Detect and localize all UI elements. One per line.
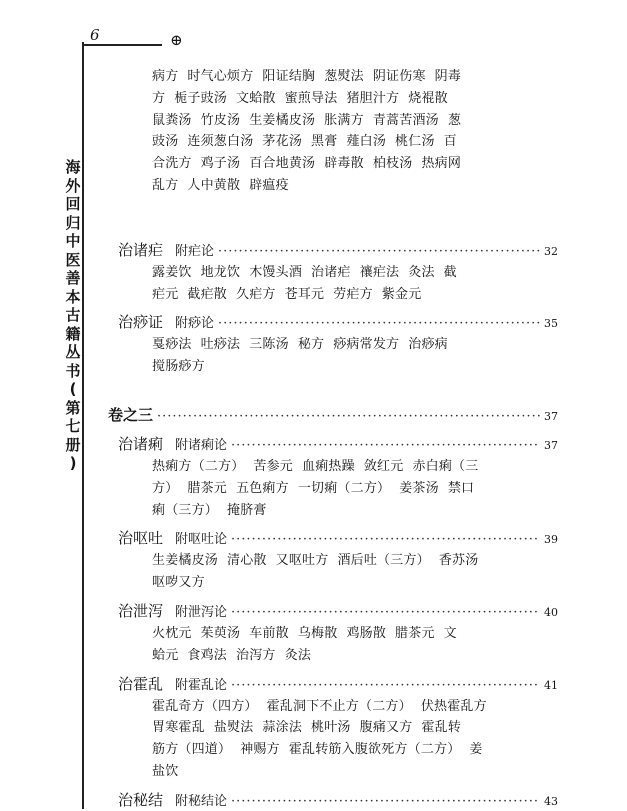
spine-char: 回	[65, 195, 81, 213]
section-page-number: 35	[544, 317, 558, 331]
toc-item: 掩脐膏	[227, 502, 267, 518]
section-heading[interactable]	[118, 433, 558, 455]
toc-item: 时气心烦方	[187, 69, 254, 84]
section-subtitle: 附秘结论	[175, 793, 228, 809]
section-heading[interactable]	[118, 239, 558, 261]
toc-item: 烧裩散	[408, 90, 448, 106]
toc-item: 痧病常发方	[333, 337, 400, 353]
section-heading[interactable]	[118, 527, 558, 549]
toc-item: 露姜饮	[152, 264, 192, 280]
toc-item: 呕哕又方	[152, 575, 205, 591]
toc-item: 百	[443, 134, 457, 150]
toc-item: 搅肠痧方	[152, 359, 205, 375]
spine-char: 医	[65, 250, 81, 269]
toc-item: 热痢方（二方）	[152, 459, 245, 474]
spine-char: )	[69, 454, 77, 472]
toc-item: 热病网	[421, 156, 462, 172]
toc-item: 病方	[152, 69, 179, 84]
leader-dots	[218, 244, 540, 259]
toc-item: 生姜橘皮汤	[152, 553, 219, 569]
toc-item: 鼠粪汤	[152, 112, 192, 128]
leader-dots	[231, 794, 540, 809]
toc-item: 盐熨法	[213, 720, 254, 736]
toc-item: 桃仁汤	[395, 134, 435, 150]
toc-item: 人中黄散	[187, 178, 241, 193]
toc-line	[152, 739, 532, 761]
spine-char: (	[69, 380, 77, 398]
toc-item: 三陈汤	[249, 337, 289, 353]
section-subtitle: 附泄泻论	[175, 605, 228, 620]
toc-item: 文蛤散	[236, 90, 276, 106]
toc-item: 车前散	[249, 626, 289, 641]
toc-item: 截疟散	[187, 286, 228, 302]
toc-item: 栀子豉汤	[174, 90, 228, 106]
toc-line	[152, 66, 532, 88]
spine-char: 归	[65, 213, 81, 232]
toc-line	[152, 645, 532, 667]
toc-item: 香苏汤	[438, 553, 479, 569]
toc-item: 合洗方	[152, 156, 192, 172]
toc-item: 蒜涂法	[262, 720, 303, 736]
toc-item: 一切痢（二方）	[297, 480, 391, 496]
section-subtitle: 附疟论	[175, 243, 215, 259]
toc-item: 薤白汤	[346, 134, 387, 150]
section-heading[interactable]	[118, 789, 558, 811]
toc-line	[152, 761, 532, 783]
toc-line	[152, 88, 532, 110]
section-subtitle: 附霍乱论	[175, 677, 228, 693]
toc-item: 乌梅散	[297, 626, 338, 641]
toc-item: 连须葱白汤	[187, 134, 254, 150]
toc-item: 盐饮	[152, 764, 179, 779]
toc-line	[152, 623, 532, 645]
toc-line	[152, 478, 532, 500]
toc-item: 阴证伤寒	[372, 69, 426, 84]
toc-item: 灸法	[408, 264, 435, 280]
section-title: 治诸痢	[118, 435, 164, 453]
toc-item: 文	[443, 626, 457, 641]
toc-item: 酒后吐（三方）	[337, 553, 430, 569]
section-title: 治秘结	[118, 790, 164, 809]
toc-item: 霍乱转	[421, 720, 462, 736]
toc-item: 青蒿苦酒汤	[372, 112, 439, 128]
toc-item: 葱熨法	[324, 69, 364, 84]
toc-item: 鸡肠散	[346, 626, 387, 641]
toc-item: 姜茶汤	[399, 480, 439, 496]
section-page-number: 39	[544, 533, 558, 547]
section-page-number: 41	[544, 678, 558, 692]
toc-item: 敛红元	[363, 459, 404, 474]
toc-item: 久疟方	[236, 286, 276, 302]
section-heading[interactable]	[118, 311, 558, 333]
toc-item: 赤白痢（三	[412, 459, 479, 474]
toc-item: 伏热霍乱方	[420, 698, 487, 714]
spine-title	[62, 158, 84, 473]
toc-item: 茱萸汤	[200, 626, 241, 641]
section-page-number: 40	[544, 606, 558, 619]
toc-item: 辟毒散	[324, 156, 364, 172]
leader-dots	[231, 605, 540, 620]
toc-item: 豉汤	[152, 134, 179, 150]
toc-line	[152, 696, 532, 718]
toc-item: 百合地黄汤	[249, 156, 316, 172]
spine-char: 外	[65, 176, 81, 195]
spine-char: 书	[65, 361, 81, 380]
spine-char: 第	[65, 398, 81, 417]
toc-item: 治诸疟	[311, 264, 351, 280]
toc-item: 蜜煎导法	[284, 90, 338, 106]
toc-item: 茅花汤	[262, 134, 303, 150]
toc-item: 灸法	[284, 647, 312, 663]
section-title: 治诸疟	[118, 240, 164, 259]
toc-item: 阴毒	[434, 69, 462, 84]
toc-item: 吐痧法	[200, 337, 241, 353]
leader-dots	[231, 532, 540, 547]
section-subtitle: 附呕吐论	[175, 532, 228, 548]
toc-item: 木馒头酒	[249, 264, 303, 280]
toc-item: 治泻方	[236, 647, 276, 663]
spine-char: 本	[65, 287, 81, 306]
toc-line	[152, 500, 532, 522]
toc-item: 五色痢方	[236, 480, 289, 496]
toc-item: 秘方	[297, 337, 325, 353]
toc-line	[152, 456, 532, 478]
toc-line	[152, 153, 532, 175]
toc-item: 火枕元	[152, 626, 192, 641]
toc-item: 黑膏	[311, 134, 338, 150]
toc-line	[152, 356, 532, 378]
leader-dots	[157, 409, 540, 424]
toc-item: 神赐方	[240, 742, 280, 758]
toc-item: 猪胆汁方	[346, 90, 400, 106]
section-page-number: 43	[544, 794, 558, 808]
spine-char: 善	[65, 269, 81, 287]
leader-dots	[231, 678, 540, 693]
section-heading[interactable]	[118, 673, 558, 695]
spine-char: 海	[65, 158, 81, 176]
toc-item: 葱	[447, 112, 462, 128]
toc-item: 食鸡法	[187, 647, 228, 663]
spine-char: 丛	[65, 343, 81, 361]
spine-char: 中	[65, 232, 81, 250]
toc-item: 禁口	[447, 480, 475, 496]
toc-item: 又呕吐方	[275, 553, 329, 569]
toc-item: 腊茶元	[395, 626, 435, 641]
toc-item: 截	[443, 264, 457, 280]
spine-char: 籍	[65, 324, 81, 343]
spine-char: 七	[65, 417, 81, 435]
ornament-icon: ⊕	[170, 31, 183, 49]
section-title: 治泄泻	[118, 602, 164, 620]
spine-char: 册	[65, 435, 81, 454]
toc-item: 腹痛又方	[359, 720, 413, 736]
toc-item: 霍乱转筋入腹欲死方（二方）	[288, 742, 461, 758]
toc-item: 苍耳元	[284, 286, 325, 302]
toc-item: 紫金元	[381, 286, 422, 302]
section-page-number: 37	[544, 439, 558, 452]
section-subtitle: 附痧论	[175, 316, 215, 332]
section-page-number: 37	[544, 410, 558, 423]
section-title: 治痧证	[118, 313, 164, 332]
toc-item: 柏枝汤	[372, 156, 413, 172]
page-number: 6	[90, 26, 100, 44]
toc-item: 鸡子汤	[200, 156, 241, 172]
toc-item: 劳疟方	[333, 286, 373, 302]
toc-item: 阳证结胸	[262, 69, 316, 84]
volume-heading[interactable]	[108, 404, 558, 426]
toc-line	[152, 175, 532, 197]
toc-item: 方	[152, 90, 166, 106]
toc-item: 疟元	[152, 286, 179, 302]
leader-dots	[231, 438, 540, 453]
toc-item: 腊茶元	[187, 480, 228, 496]
toc-line	[152, 334, 532, 356]
toc-line	[152, 717, 532, 739]
toc-item: 霍乱奇方（四方）	[152, 698, 258, 714]
toc-item: 蛤元	[152, 647, 179, 663]
toc-line	[152, 284, 532, 306]
section-title: 治霍乱	[118, 674, 164, 693]
header-rule	[84, 44, 162, 46]
toc-item: 苦参元	[253, 459, 294, 474]
toc-item: 桃叶汤	[311, 720, 351, 736]
toc-item: 生姜橘皮汤	[249, 112, 316, 128]
toc-item: 姜	[469, 742, 483, 758]
section-page-number: 32	[544, 244, 558, 258]
toc-item: 乱方	[152, 178, 179, 193]
toc-item: 清心散	[227, 553, 267, 569]
section-title: 卷之三	[108, 406, 154, 424]
toc-item: 筋方（四道）	[152, 742, 232, 758]
section-heading[interactable]	[118, 600, 558, 622]
toc-item: 血痢热躁	[302, 459, 355, 474]
toc-line	[152, 110, 532, 132]
toc-item: 方）	[152, 480, 179, 496]
toc-item: 治痧病	[408, 337, 448, 353]
section-title: 治呕吐	[118, 529, 164, 548]
toc-item: 霍乱洞下不止方（二方）	[266, 698, 412, 714]
leader-dots	[218, 316, 540, 331]
toc-line	[152, 262, 532, 284]
spine-char: 古	[65, 306, 81, 324]
section-subtitle: 附诸痢论	[175, 438, 228, 453]
toc-item: 辟瘟疫	[249, 178, 289, 193]
toc-line	[152, 131, 532, 153]
toc-line	[152, 572, 532, 594]
toc-item: 禳疟法	[359, 264, 400, 280]
toc-item: 竹皮汤	[200, 112, 241, 128]
toc-item: 地龙饮	[200, 264, 241, 280]
toc-item: 胀满方	[324, 112, 364, 128]
toc-item: 痢（三方）	[152, 502, 219, 518]
toc-line	[152, 550, 532, 572]
toc-item: 戛痧法	[152, 337, 192, 353]
toc-item: 胃寒霍乱	[152, 720, 205, 736]
